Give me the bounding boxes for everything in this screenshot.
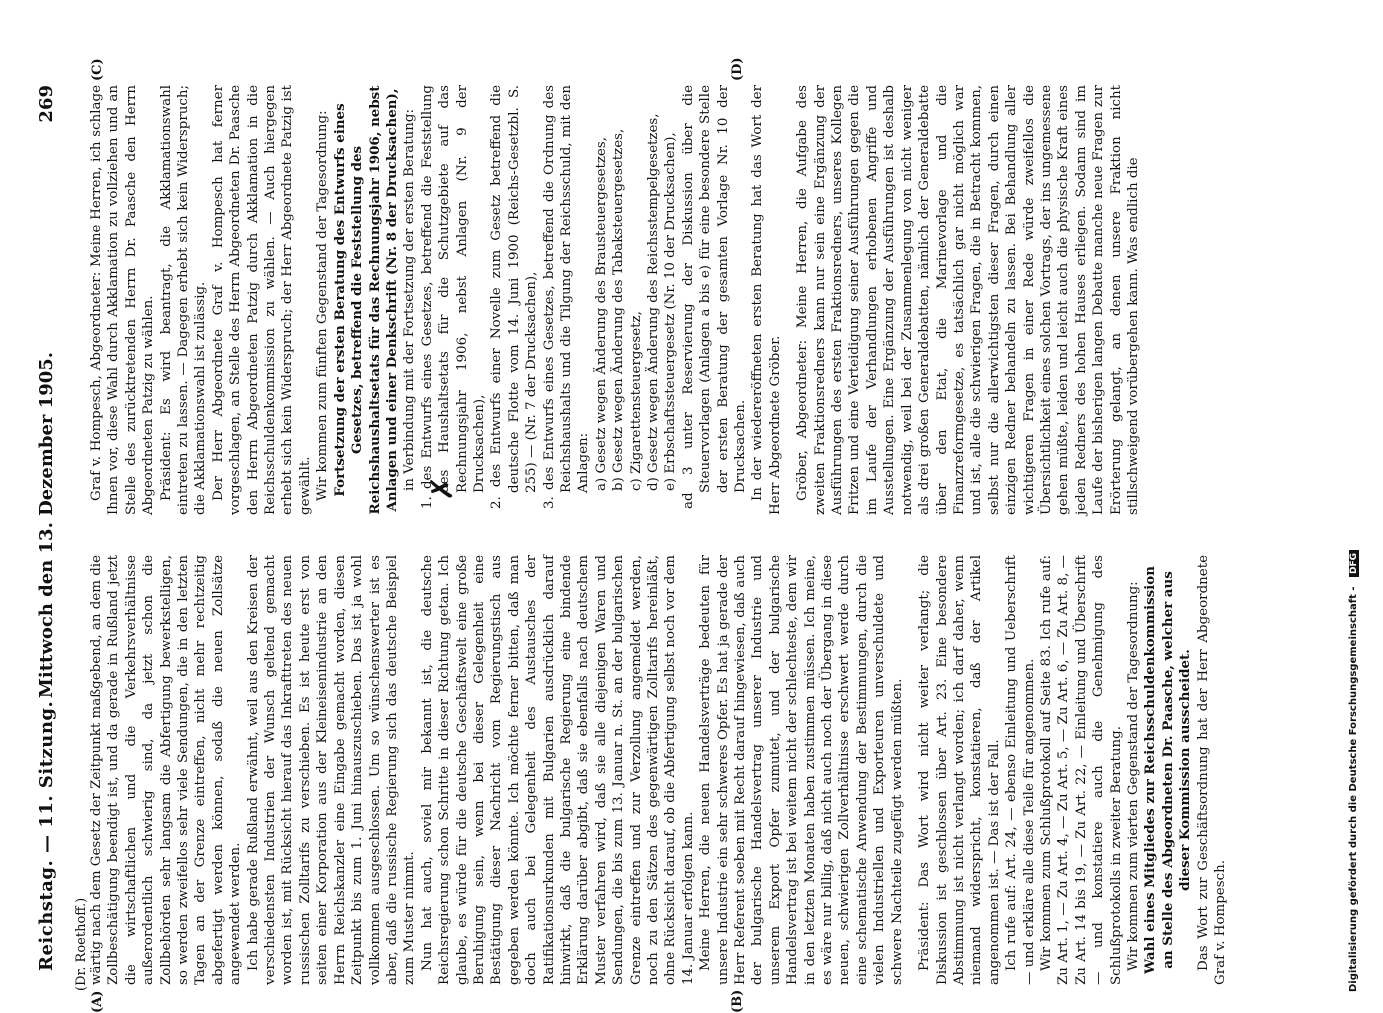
paragraph: Der Herr Abgeordnete Graf v. Hompesch hat ferner vorgeschlagen, an Stelle des Herrn Abgeordneten Dr. Paasche den Herrn Abgeordneten Patzig durch Akklamation in die Reichsschuldenkommission zu wählen. — Auch hiergegen erhebt sich kein Widerspruch; der Herr Abgeordnete Patzig ist gewählt. xyxy=(210,85,313,515)
margin-mark-a: (A) xyxy=(90,990,105,1013)
paragraph: Ich habe gerade Rußland erwähnt, weil aus den Kreisen der verschiedensten Industrien der Wunsch geltend gemacht worden ist, mit Rücksicht hierauf das Inkrafttreten des neuen russischen Zolltarifs zu verschieben. Es ist heute erst von seiten einer Korporation aus der Kleineisenindustrie an den Herrn Reichskanzler eine Eingabe gemacht worden, diesen Zeitpunkt bis zum 1. Juni hinauszuschieben. Das ist ja wohl vollkommen ausgeschlossen. Um so wünschenswerter ist es aber, daß die russische Regierung sich das deutsche Beispiel zum Muster nimmt. xyxy=(245,555,418,985)
digitization-credit xyxy=(1348,10,1364,992)
paragraph: Gröber, Abgeordneter: Meine Herren, die Aufgabe des zweiten Fraktionsredners kann nur sein eine Ergänzung der Ausführungen des ersten Fraktionsredners, unseres Kollegen Fritzen und eine Verteidigung seiner Ausführungen gegen die im Laufe der Verhandlungen erhobenen Angriffe und Ausstellungen. Eine Ergänzung der Ausführungen ist deshalb notwendig, weil bei der Zusammenlegung von nicht weniger als drei großen Generaldebatten, nämlich der Generaldebatte über den Etat, die Marinevorlage und die Finanzreformgesetze, es tatsächlich gar nicht möglich war und ist, alle die schwierigen Fragen, die in Betracht kommen, selbst nur die allerwichtigsten dieser Fragen, durch einen einzigen Redner behandeln zu lassen. Bei Behandlung aller wichtigeren Fragen in einer Rede würde zweifellos die Übersichtlichkeit eines solchen Vortrags, der ins ungemessene gehen müßte, leiden und leicht auch die physische Kraft eines jeden Redners des hohen Hauses erliegen. Sodann sind im Laufe der bisherigen langen Debatte manche neue Fragen zur Erörterung gelangt, an denen unsere Fraktion nicht stillschweigend vorübergehen kann. Was endlich die xyxy=(795,85,1141,515)
paragraph: Meine Herren, die neuen Handelsverträge bedeuten für unsere Industrie ein sehr schweres Opfer. Es hat ja gerade der Herr Referent soeben mit Recht darauf hingewiesen, daß auch der bulgarische Handelsvertrag unserer Industrie und unserem Export Opfer zumutet, und der bulgarische Handelsvertrag ist bei weitem nicht der schlechteste, dem wir in den letzten Monaten haben zustimmen müssen. Ich meine, es wäre nur billig, daß nicht auch noch der Übergang in diese neuen, schwierigen Zollverhältnisse erschwert werde durch eine schematische Anwendung der Bestimmungen, durch die vielen Industriellen und Exporteuren unverschuldete und schwere Nachteile zugefügt werden müßten. xyxy=(698,555,905,985)
paragraph: In der wiedereröffneten ersten Beratung hat das Wort der Herr Abgeordnete Gröber. xyxy=(750,85,783,515)
left-column xyxy=(88,555,1229,985)
page-header xyxy=(30,65,70,985)
agenda-item-title: Wahl eines Mitgliedes zur Reichsschuldenkommission an Stelle des Abgeordneten Dr. Paasche, welcher aus dieser Kommission ausscheidet. xyxy=(1142,566,1194,974)
agenda-item-title: Fortsetzung der ersten Beratung des Entwurfs eines Gesetzes, betreffend die Feststellung des Reichshaushaltsetats für das Rechnungsjahr 1906, nebst Anlagen und einer Denkschrift (Nr. 8 der Drucksachen), xyxy=(331,85,400,515)
paragraph: wärtig nach dem Gesetz der Zeitpunkt maßgebend, an dem die Zollbeschätigung beendigt ist, und da gerade in Rußland jetzt die wirtschaftlichen und die Verkehrsverhältnisse außerordentlich schwierig sind, da jetzt schon die Zollbehörden sehr langsam die Abfertigung bewerkstelligen, so werden zweifellos sehr viele Sendungen, die in den letzten Tagen an der Grenze eintreffen, nicht mehr rechtzeitig abgefertigt werden können, sodaß die neuen Zollsätze angewendet werden. xyxy=(89,555,244,985)
paragraph: Graf v. Hompesch, Abgeordneter: Meine Herren, ich schlage Ihnen vor, diese Wahl durch Akklamation zu vollziehen und an Stelle des zurücktretenden Herrn Dr. Paasche den Herrn Abgeordneten Patzig zu wählen. xyxy=(89,85,157,515)
sub-list-item: d) Gesetz wegen Änderung des Reichsstempelgesetzes, xyxy=(646,113,661,491)
list-item: ad 3 unter Reservierung der Diskussion über die Steuervorlagen (Anlagen a bis e) für eine besondere Stelle der ersten Beratung der gesamten Vorlage Nr. 10 der Drucksachen. xyxy=(680,85,749,509)
paragraph: Wir kommen zum Schlußprotokoll auf Seite 83. Ich rufe auf: Zu Art. 1, — Zu Art. 4, — Zu Art. 5, — Zu Art. 6, — Zu Art. 8, — Zu Art. 14 bis 19, — Zu Art. 22, — Einleitung und Überschrift — und konstatiere auch die Genehmigung des Schlußprotokolls in zweiter Beratung. xyxy=(1038,555,1124,985)
sub-list-item: a) Gesetz wegen Änderung des Brausteuergesetzes, xyxy=(593,137,609,491)
dfg-logo: DFG xyxy=(1349,550,1359,577)
paragraph: Wir kommen zum fünften Gegenstand der Tagesordnung: xyxy=(315,110,331,501)
list-item: 3. des Entwurfs eines Gesetzes, betreffend die Ordnung des Reichshaushalts und die Tilgung der Reichsschuld, mit den Anlagen: xyxy=(541,85,592,509)
sub-list-item: b) Gesetz wegen Änderung des Tabaksteuergesetzes, xyxy=(611,128,627,491)
paragraph: Das Wort zur Geschäftsordnung hat der Herr Abgeordnete Graf v. Hompesch. xyxy=(1195,555,1228,985)
handwritten-cross-mark: ✗ xyxy=(425,475,460,501)
margin-mark-c: (C) xyxy=(90,58,105,81)
paragraph: Wir kommen zum vierten Gegenstand der Tagesordnung: xyxy=(1125,581,1141,971)
rotated-page-content xyxy=(30,57,1370,1013)
list-item: 2. des Entwurfs einer Novelle zum Gesetz betreffend die deutsche Flotte vom 14. Juni 1900 (Reichs-Gesetzbl. S. 255) — (Nr. 7 der Drucksachen), xyxy=(489,85,540,509)
right-column xyxy=(88,85,1142,515)
paragraph: Ich rufe auf: Art. 24, — ebenso Einleitung und Ueberschrift — und erkläre alle diese Teile für angenommen. xyxy=(1004,555,1037,985)
sub-list-item: c) Zigarettensteuergesetz, xyxy=(628,311,644,491)
credit-text: Digitalisierung gefördert durch die Deutsche Forschungsgemeinschaft - xyxy=(1348,586,1359,992)
speaker-continuation: (Dr. Roethoff.) xyxy=(74,897,89,991)
margin-mark-d: (D) xyxy=(730,57,745,81)
paragraph: Nun hat auch, soviel mir bekannt ist, die deutsche Reichsregierung schon Schritte in dieser Richtung getan. Ich glaube, es würde für die deutsche Geschäftswelt eine große Beruhigung sein, wenn bei dieser Gelegenheit eine Bestätigung dieser Nachricht vom Regierungstisch aus gegeben werden könnte. Ich möchte ferner bitten, daß man doch auch bei Gelegenheit des Austausches der Ratifikationsurkunden mit Bulgarien ausdrücklich darauf hinwirkt, daß die bulgarische Regierung eine bindende Erklärung darüber abgibt, daß sie ebenfalls nach deutschem Muster verfahren wird, daß sie alle diejenigen Waren und Sendungen, die bis zum 13. Januar n. St. an der bulgarischen Grenze eintreffen und zur Verzollung angemeldet werden, noch zu den Sätzen des gegenwärtigen Zolltarifs hereinläßt, ohne Rücksicht darauf, ob die Abfertigung selbst noch vor dem 14. Januar erfolgen kann. xyxy=(419,555,696,985)
header-session: Reichstag. — 11. Sitzung. xyxy=(36,700,57,971)
header-date: Mittwoch den 13. Dezember 1905. xyxy=(36,351,57,699)
paragraph: Präsident: Es wird beantragt, die Akklamationswahl eintreten zu lassen. — Dagegen erhebt sich kein Widerspruch; die Akklamationswahl ist zulässig. xyxy=(158,85,209,515)
margin-mark-b: (B) xyxy=(730,989,745,1013)
paragraph: Präsident: Das Wort wird nicht weiter verlangt; die Diskussion ist geschlossen über Art. 23. Eine besondere Abstimmung ist nicht verlangt worden; ich darf daher, wenn niemand widerspricht, konstatieren, daß der Artikel angenommen ist. — Das ist der Fall. xyxy=(917,555,1002,985)
sub-list-item: e) Erbschaftssteuergesetz (Nr. 10 der Drucksachen), xyxy=(663,132,679,491)
list-item: 1. des Entwurfs eines Gesetzes, betreffend die Feststellung des Haushaltsetats für die Schutzgebiete auf das Rechnungsjahr 1906, nebst Anlagen (Nr. 9 der Drucksachen), xyxy=(419,85,487,509)
page-number: 269 xyxy=(36,85,57,123)
paragraph: in Verbindung mit der Fortsetzung der ersten Beratung: xyxy=(402,109,418,491)
